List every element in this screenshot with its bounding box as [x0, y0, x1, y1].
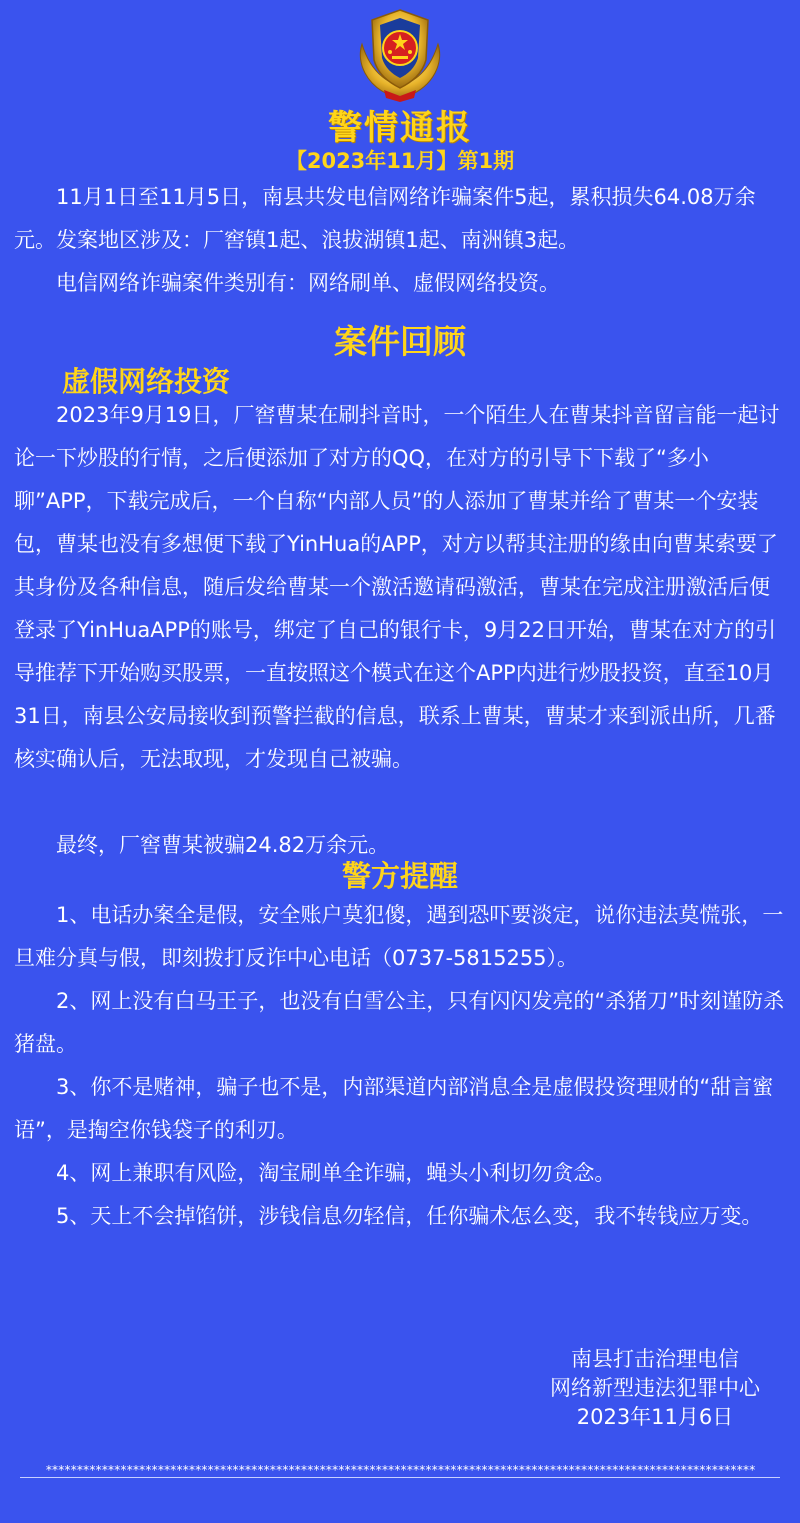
police-badge-icon — [348, 4, 452, 104]
case-subheading: 虚假网络投资 — [62, 365, 231, 398]
intro-categories: 电信网络诈骗案件类别有：网络刷单、虚假网络投资。 — [56, 271, 560, 295]
case-story: 2023年9月19日，厂窖曹某在刷抖音时，一个陌生人在曹某抖音留言能一起讨论一下炒股的行情，之后便添加了对方的QQ，在对方的引导下下载了“多小聊”APP，下载完成后，一个自称“内部人员”的人添加了曹某并给了曹某一个安装包，曹某也没有多想便下载了YinHua的APP，对方以帮其注册的缘由向曹某索要了其身份及各种信息，随后发给曹某一个激活邀请码激活，曹某在完成注册激活后便登录了YinHuaAPP的账号，绑定了自己的银行卡，9月22日开始，曹某在对方的引导推荐下开始购买股票，一直按照这个模式在这个APP内进行炒股投资，直至10月31日，南县公安局接收到预警拦截的信息，联系上曹某，曹某才来到派出所，几番核实确认后，无法取现，才发现自己被骗。 — [14, 403, 780, 771]
case-result: 最终，厂窖曹某被骗24.82万余元。 — [56, 833, 390, 857]
page-title: 警情通报 — [328, 108, 472, 148]
issue-number: 【2023年11月】第1期 — [285, 149, 515, 173]
intro-summary: 11月1日至11月5日，南县共发电信网络诈骗案件5起，累积损失64.08万余元。发案地区涉及：厂窖镇1起、浪拔湖镇1起、南洲镇3起。 — [14, 185, 756, 252]
signature-org-line2: 网络新型违法犯罪中心 — [550, 1376, 760, 1400]
tip-item-2: 2、网上没有白马王子，也没有白雪公主，只有闪闪发亮的“杀猪刀”时刻谨防杀猪盘。 — [14, 989, 785, 1056]
section-heading-case-review: 案件回顾 — [334, 322, 466, 361]
tip-item-5: 5、天上不会掉馅饼，涉钱信息勿轻信，任你骗术怎么变，我不转钱应万变。 — [56, 1204, 763, 1228]
tip-item-1: 1、电话办案全是假，安全账户莫犯傻，遇到恐吓要淡定，说你违法莫慌张，一旦难分真与假，即刻拨打反诈中心电话（0737-5815255）。 — [14, 903, 784, 970]
signature-block — [550, 1345, 760, 1432]
signature-date: 2023年11月6日 — [576, 1405, 734, 1429]
tip-item-3: 3、你不是赌神，骗子也不是，内部渠道内部消息全是虚假投资理财的“甜言蜜语”，是掏空你钱袋子的利刃。 — [14, 1075, 774, 1142]
tip-item-4: 4、网上兼职有风险，淘宝刷单全诈骗，蝇头小利切勿贪念。 — [56, 1161, 616, 1185]
signature-org-line1: 南县打击治理电信 — [571, 1347, 739, 1371]
footer-divider: ****************************************************************************************************************** — [20, 1463, 780, 1478]
section-heading-police-tips: 警方提醒 — [341, 859, 458, 893]
